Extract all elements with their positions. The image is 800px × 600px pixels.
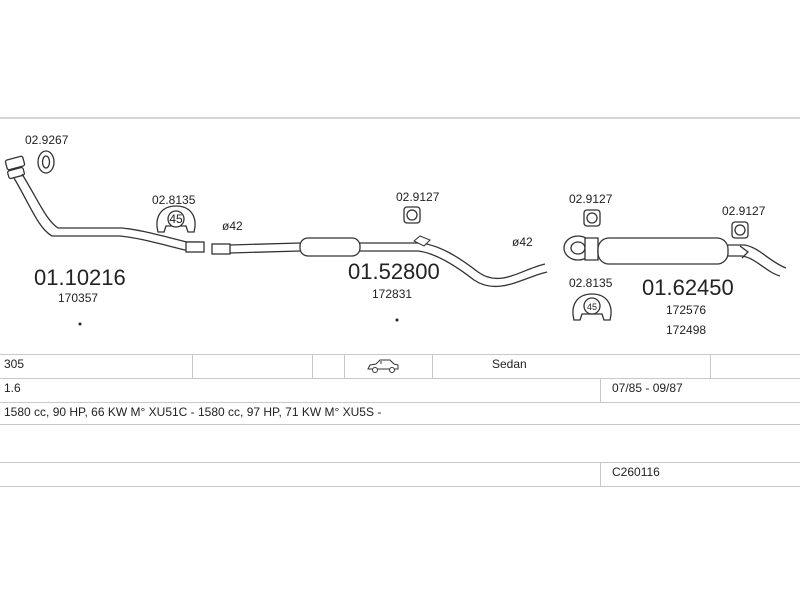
sedan-car-icon [366,358,400,377]
table-divider [432,354,433,378]
table-divider [600,462,601,486]
catalog-code: C260116 [612,465,660,479]
table-divider [192,354,193,378]
clamp-left-size: 45 [169,212,183,226]
table-border [0,402,800,403]
table-divider [344,354,345,378]
clamp-middle-label: 02.9127 [396,190,440,204]
clamp-rear-lower-size: 45 [586,302,598,312]
front-pipe-code: 01.10216 [34,265,126,290]
rear-silencer-code: 01.62450 [642,275,734,300]
engine-specs: 1580 cc, 90 HP, 66 KW M° XU51C - 1580 cc, 97 HP, 71 KW M° XU5S - [4,405,382,419]
dot-marker [396,319,398,321]
middle-pipe-ref: 172831 [372,287,413,301]
table-border [0,354,800,355]
clamp-rear-lower [573,294,611,320]
table-divider [710,354,711,378]
table-border [0,378,800,379]
table-border [0,486,800,487]
rear-silencer-body [598,238,728,264]
dot-marker [79,323,81,325]
diameter-label-2: ø42 [512,235,533,249]
diameter-label-1: ø42 [222,219,243,233]
middle-pipe-code: 01.52800 [348,259,440,284]
clamp-rear-upper [584,210,600,226]
engine-size: 1.6 [4,381,21,395]
clamp-left-label: 02.8135 [152,193,196,207]
front-pipe-ref: 170357 [58,291,99,305]
production-years: 07/85 - 09/87 [612,381,683,395]
clamp-rear-lower-label: 02.8135 [569,276,613,290]
front-gasket-label: 02.9267 [25,133,69,147]
table-divider [312,354,313,378]
vehicle-model: 305 [4,357,25,371]
front-gasket [38,151,54,173]
rear-silencer-ref-2: 172498 [666,323,707,337]
table-border [0,424,800,425]
rear-silencer [564,236,786,276]
front-pipe-end [186,242,204,252]
clamp-rear-upper-label: 02.9127 [569,192,613,206]
clamp-middle [404,207,420,223]
clamp-rear-right [732,222,748,238]
clamp-rear-right-label: 02.9127 [722,204,766,218]
table-border [0,462,800,463]
middle-silencer [300,238,360,256]
body-type: Sedan [492,357,527,371]
table-divider [600,378,601,402]
rear-silencer-ref-1: 172576 [666,303,707,317]
clamp-left [157,206,195,232]
